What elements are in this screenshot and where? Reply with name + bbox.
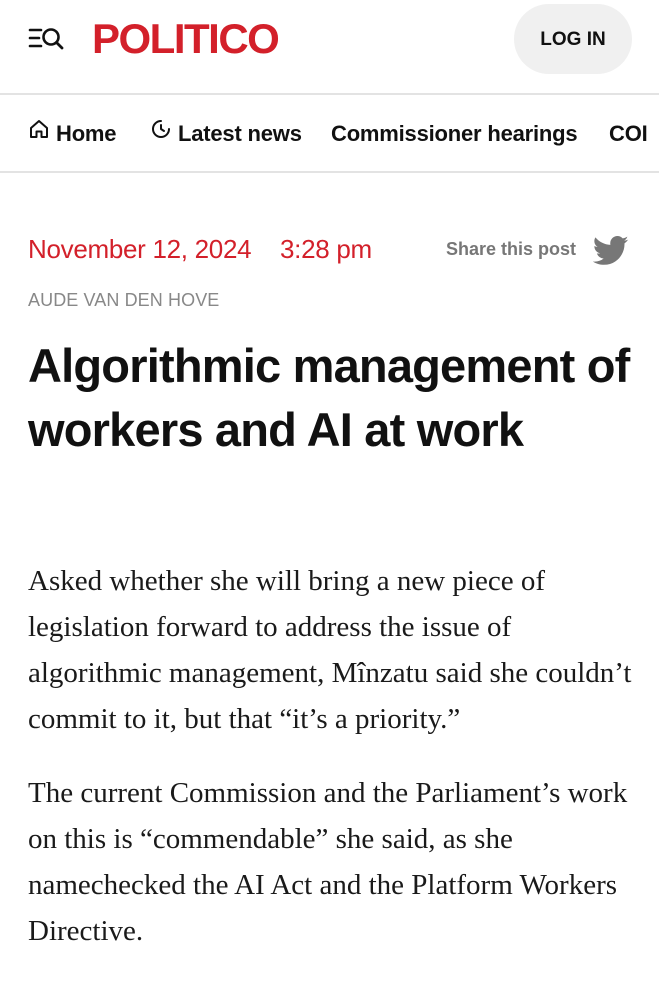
nav-item-label: Home <box>56 121 117 146</box>
nav-item-home[interactable] <box>28 95 116 171</box>
body-paragraph: The current Commission and the Parliament’s work on this is “commendable” she said, as she namechecked the AI Act and the Platform Workers Directive. <box>28 777 628 947</box>
clock-icon <box>150 95 172 171</box>
nav-item-label: COI <box>609 121 648 146</box>
post-headline: Algorithmic management of workers and AI at work <box>28 339 630 456</box>
author-byline[interactable]: AUDE VAN DEN HOVE <box>28 290 220 310</box>
nav-item-latest-news[interactable] <box>150 95 302 171</box>
post-time: 3:28 pm <box>280 234 372 264</box>
twitter-icon[interactable] <box>593 236 629 266</box>
politico-logo[interactable]: POLITICO <box>92 15 279 62</box>
nav-item-commissioner-hearings[interactable] <box>331 95 577 171</box>
nav-item-label: Commissioner hearings <box>331 121 578 146</box>
home-icon <box>28 95 50 171</box>
section-nav <box>0 95 659 171</box>
nav-item-truncated[interactable] <box>609 95 648 171</box>
nav-divider <box>0 171 659 173</box>
share-post-link[interactable]: Share this post <box>446 239 577 259</box>
login-button[interactable]: LOG IN <box>514 4 632 74</box>
nav-item-label: Latest news <box>178 121 302 146</box>
body-paragraph: Asked whether she will bring a new piece of legislation forward to address the issue of algorithmic management, Mînzatu said she couldn’t commit to it, but that “it’s a priority.” <box>28 565 632 735</box>
menu-search-icon[interactable] <box>28 24 68 54</box>
post-date: November 12, 2024 <box>28 234 252 264</box>
site-header <box>0 0 659 94</box>
